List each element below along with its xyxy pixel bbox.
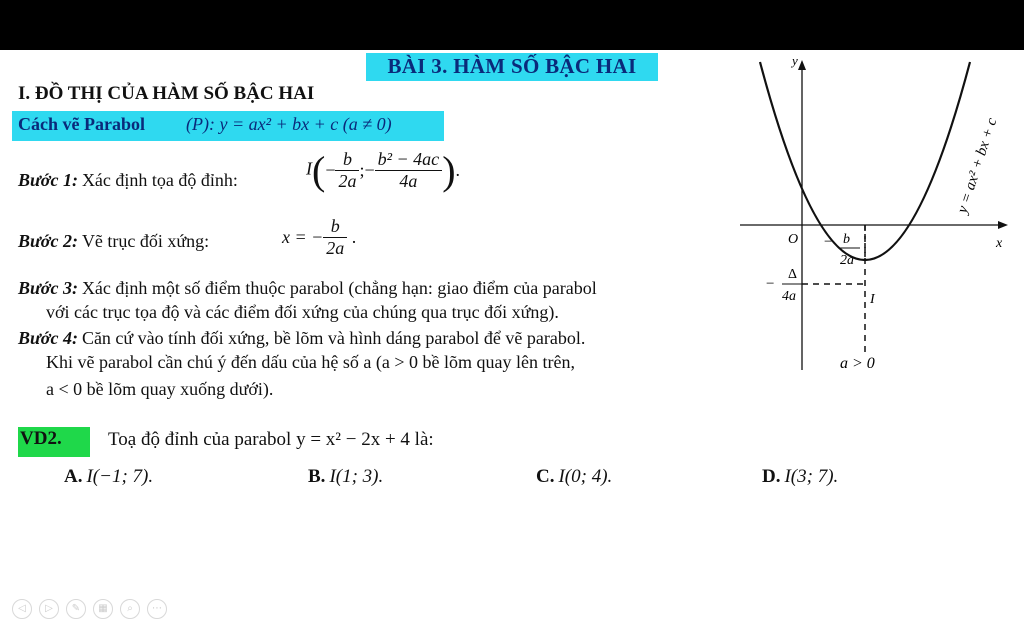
zoom-icon[interactable]: ⌕ [120, 599, 140, 619]
example-label: VD2. [20, 428, 62, 449]
axis-prefix: x = − [282, 227, 324, 247]
previous-icon[interactable]: ◁ [12, 599, 32, 619]
option-c[interactable] [536, 466, 612, 488]
y-axis-arrow-icon [798, 60, 806, 70]
step-3-label: Bước 3: [18, 278, 78, 298]
axis-formula: x = − $\frac{b}{2a}$ . [282, 216, 357, 258]
step-4 [18, 328, 585, 349]
x-axis-label: x [996, 236, 1003, 251]
step-4-text: Căn cứ vào tính đối xứng, bề lõm và hình dáng parabol để vẽ parabol. [81, 328, 586, 348]
graph-caption: a > 0 [840, 355, 875, 372]
step-3 [18, 278, 597, 299]
step-2-label: Bước 2: [18, 231, 78, 251]
minus-sign-1: − [824, 234, 833, 250]
step-2 [18, 231, 209, 252]
step-1-label: Bước 1: [18, 170, 78, 190]
xv-den: 2a [840, 253, 854, 268]
option-b[interactable] [308, 466, 383, 488]
option-c-letter: C. [536, 466, 555, 487]
option-a-value: I(−1; 7). [86, 466, 154, 487]
step-1-text: Xác định tọa độ đỉnh: [81, 170, 238, 190]
example-question: Toạ độ đỉnh của parabol y = x² − 2x + 4 là: [108, 429, 434, 450]
viewer-controls [12, 598, 174, 619]
option-a-letter: A. [64, 466, 83, 487]
option-d-value: I(3; 7). [784, 466, 839, 487]
yv-den: 4a [782, 289, 796, 304]
vertex-prefix: I [306, 158, 312, 179]
next-icon[interactable]: ▷ [39, 599, 59, 619]
yv-num: Δ [788, 267, 798, 282]
xv-num: b [843, 232, 850, 247]
step-4-text-2: Khi vẽ parabol cần chú ý đến dấu của hệ số a (a > 0 bề lõm quay lên trên, [46, 352, 575, 372]
option-d[interactable] [762, 466, 838, 488]
option-a[interactable] [64, 466, 153, 488]
y-axis-label: y [792, 53, 798, 68]
frac-axis: $\frac{b}{2a}$ [323, 216, 347, 259]
x-axis-arrow-icon [998, 221, 1008, 229]
curve-label: y = ax² + bx + c [954, 116, 1001, 216]
parabol-formula: (P): y = ax² + bx + c (a ≠ 0) [186, 114, 392, 134]
method-label: Cách vẽ Parabol [18, 114, 145, 134]
pen-icon[interactable]: ✎ [66, 599, 86, 619]
top-black-bar [0, 0, 1024, 50]
frac-disc-4a: $\frac{\text{b² − 4ac}}{4a}$ [375, 149, 443, 192]
step-2-text: Vẽ trục đối xứng: [81, 231, 210, 251]
vertex-formula: I(− $\frac{b}{2a}$ ;− $\frac{\text{b² − 4ac}}{4a}$ ). [306, 148, 461, 193]
option-b-letter: B. [308, 466, 326, 487]
origin-label: O [788, 232, 799, 247]
step-4-text-3: a < 0 bề lõm quay xuống dưới). [46, 379, 274, 399]
more-icon[interactable]: ⋯ [147, 599, 167, 619]
frac-b-2a: $\frac{b}{2a}$ [335, 149, 359, 192]
minus-sign-2: − [766, 276, 775, 292]
section-heading: I. ĐỒ THỊ CỦA HÀM SỐ BẬC HAI [18, 83, 315, 104]
option-c-value: I(0; 4). [558, 466, 613, 487]
slides-icon[interactable]: ▦ [93, 599, 113, 619]
vertex-label: I [870, 292, 875, 307]
step-3-text-2: với các trục tọa độ và các điểm đối xứng của chúng qua trục đối xứng). [46, 302, 559, 322]
page-title: BÀI 3. HÀM SỐ BẬC HAI [387, 54, 637, 78]
step-3-text: Xác định một số điểm thuộc parabol (chẳng hạn: giao điểm của parabol [81, 278, 597, 298]
step-4-label: Bước 4: [18, 328, 78, 348]
step-1 [18, 170, 238, 191]
option-b-value: I(1; 3). [329, 466, 384, 487]
parabola-graph [740, 52, 1024, 382]
option-d-letter: D. [762, 466, 781, 487]
